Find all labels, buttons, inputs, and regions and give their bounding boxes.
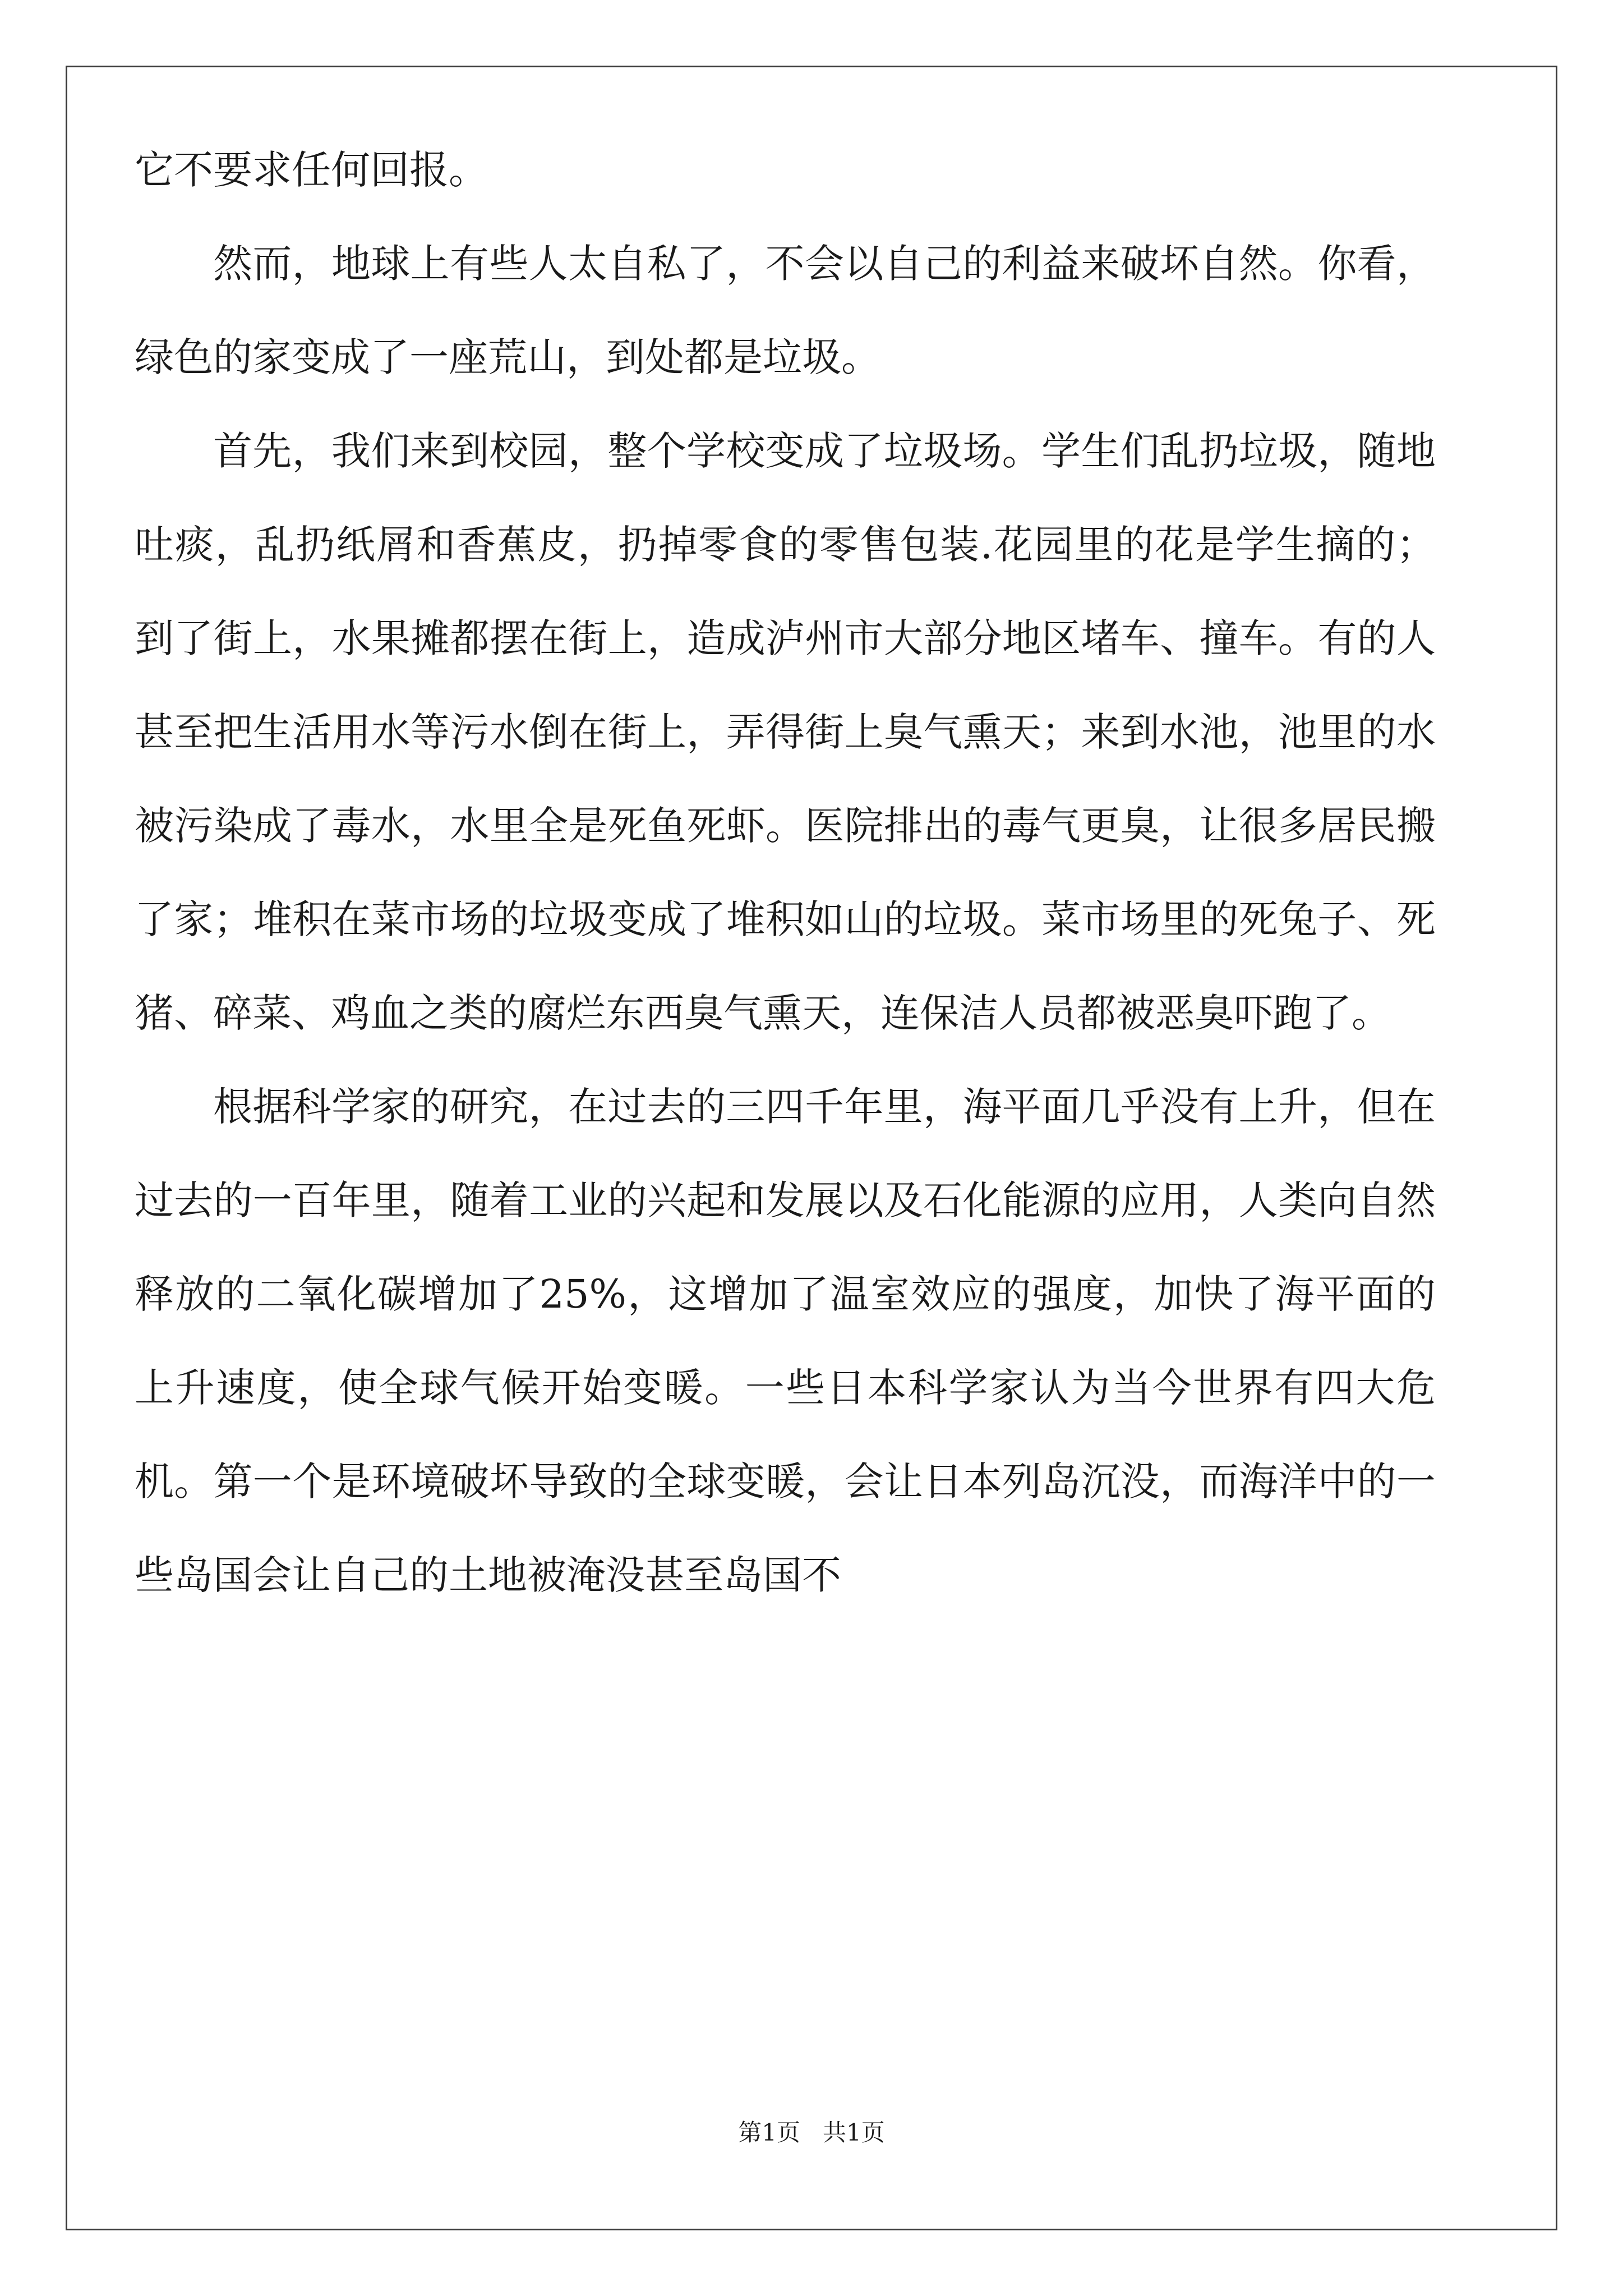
paragraph: 然而，地球上有些人太自私了，不会以自己的利益来破坏自然。你看，绿色的家变成了一座荒山，到处都是垃圾。	[135, 241, 1436, 380]
page-footer	[0, 2116, 1623, 2150]
paragraph: 根据科学家的研究，在过去的三四千年里，海平面几乎没有上升，但在过去的一百年里，随着工业的兴起和发展以及石化能源的应用，人类向自然释放的二氧化碳增加了25%，这增加了温室效应的强度，加快了海平面的上升速度，使全球气候开始变暖。一些日本科学家认为当今世界有四大危机。第一个是环境破坏导致的全球变暖，会让日本列岛沉没，而海洋中的一些岛国会让自己的土地被淹没甚至岛国不	[135, 1084, 1436, 1598]
page-number: 第1页	[738, 2119, 800, 2146]
paragraph: 首先，我们来到校园，整个学校变成了垃圾场。学生们乱扔垃圾，随地吐痰，乱扔纸屑和香蕉皮，扔掉零食的零售包装.花园里的花是学生摘的；到了街上，水果摊都摆在街上，造成泸州市大部分地区堵车、撞车。有的人甚至把生活用水等污水倒在街上，弄得街上臭气熏天；来到水池，池里的水被污染成了毒水，水里全是死鱼死虾。医院排出的毒气更臭，让很多居民搬了家；堆积在菜市场的垃圾变成了堆积如山的垃圾。菜市场里的死兔子、死猪、碎菜、鸡血之类的腐烂东西臭气熏天，连保洁人员都被恶臭吓跑了。	[135, 428, 1436, 1036]
document-body	[135, 123, 1436, 1622]
paragraph-continuation: 它不要求任何回报。	[135, 147, 488, 193]
page-total: 共1页	[823, 2119, 885, 2146]
